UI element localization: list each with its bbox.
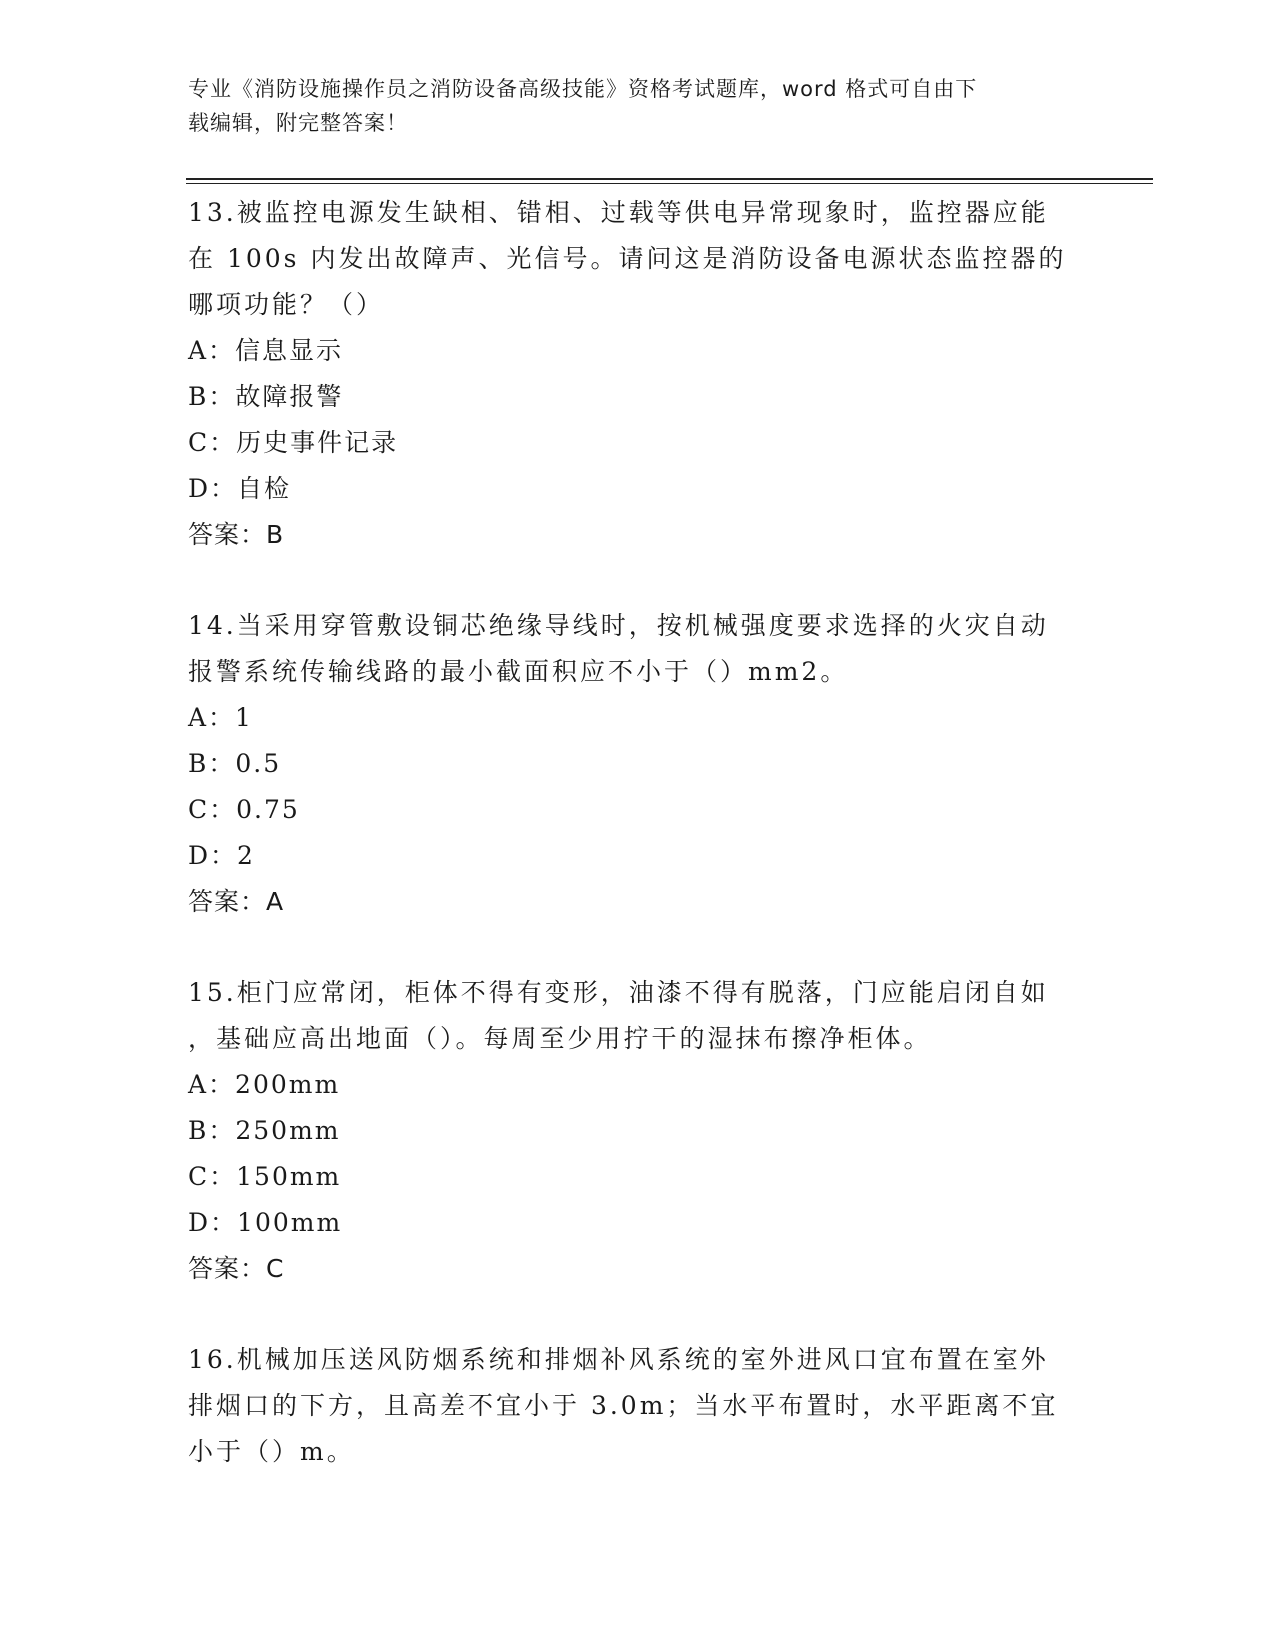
header-divider-thick	[186, 178, 1153, 180]
question-text-line: 报警系统传输线路的最小截面积应不小于（）mm2。	[188, 657, 849, 686]
question-16	[188, 1337, 1088, 1475]
document-header	[188, 72, 1068, 140]
header-line-1: 专业《消防设施操作员之消防设备高级技能》资格考试题库，word 格式可自由下	[188, 77, 978, 101]
option-d: D：100mm	[188, 1208, 343, 1237]
question-text-line: 小于（）m。	[188, 1437, 355, 1466]
question-text-line: 13.被监控电源发生缺相、错相、过载等供电异常现象时，监控器应能	[188, 198, 1049, 227]
option-b: B：0.5	[188, 749, 282, 778]
option-d: D：自检	[188, 474, 292, 503]
option-c: C：0.75	[188, 795, 300, 824]
question-text-line: 15.柜门应常闭，柜体不得有变形，油漆不得有脱落，门应能启闭自如	[188, 978, 1049, 1007]
question-text-line: 哪项功能？（）	[188, 290, 385, 319]
question-text-line: 在 100s 内发出故障声、光信号。请问这是消防设备电源状态监控器的	[188, 244, 1067, 273]
option-a: A：200mm	[188, 1070, 341, 1099]
answer: 答案：C	[188, 1254, 285, 1283]
option-d: D：2	[188, 841, 255, 870]
question-14	[188, 603, 1088, 925]
option-a: A：信息显示	[188, 336, 344, 365]
question-text-line: 16.机械加压送风防烟系统和排烟补风系统的室外进风口宜布置在室外	[188, 1345, 1049, 1374]
question-list	[188, 190, 1088, 1520]
option-c: C：历史事件记录	[188, 428, 399, 457]
header-divider-thin	[186, 183, 1153, 184]
question-13	[188, 190, 1088, 558]
question-text-line: 排烟口的下方，且高差不宜小于 3.0m；当水平布置时，水平距离不宜	[188, 1391, 1059, 1420]
option-b: B：250mm	[188, 1116, 341, 1145]
question-text-line: ，基础应高出地面（）。每周至少用拧干的湿抹布擦净柜体。	[188, 1024, 932, 1053]
answer: 答案：B	[188, 520, 285, 549]
option-c: C：150mm	[188, 1162, 342, 1191]
header-line-2: 载编辑，附完整答案！	[188, 111, 408, 135]
question-15	[188, 970, 1088, 1292]
option-a: A：1	[188, 703, 253, 732]
option-b: B：故障报警	[188, 382, 344, 411]
answer: 答案：A	[188, 887, 285, 916]
question-text-line: 14.当采用穿管敷设铜芯绝缘导线时，按机械强度要求选择的火灾自动	[188, 611, 1049, 640]
